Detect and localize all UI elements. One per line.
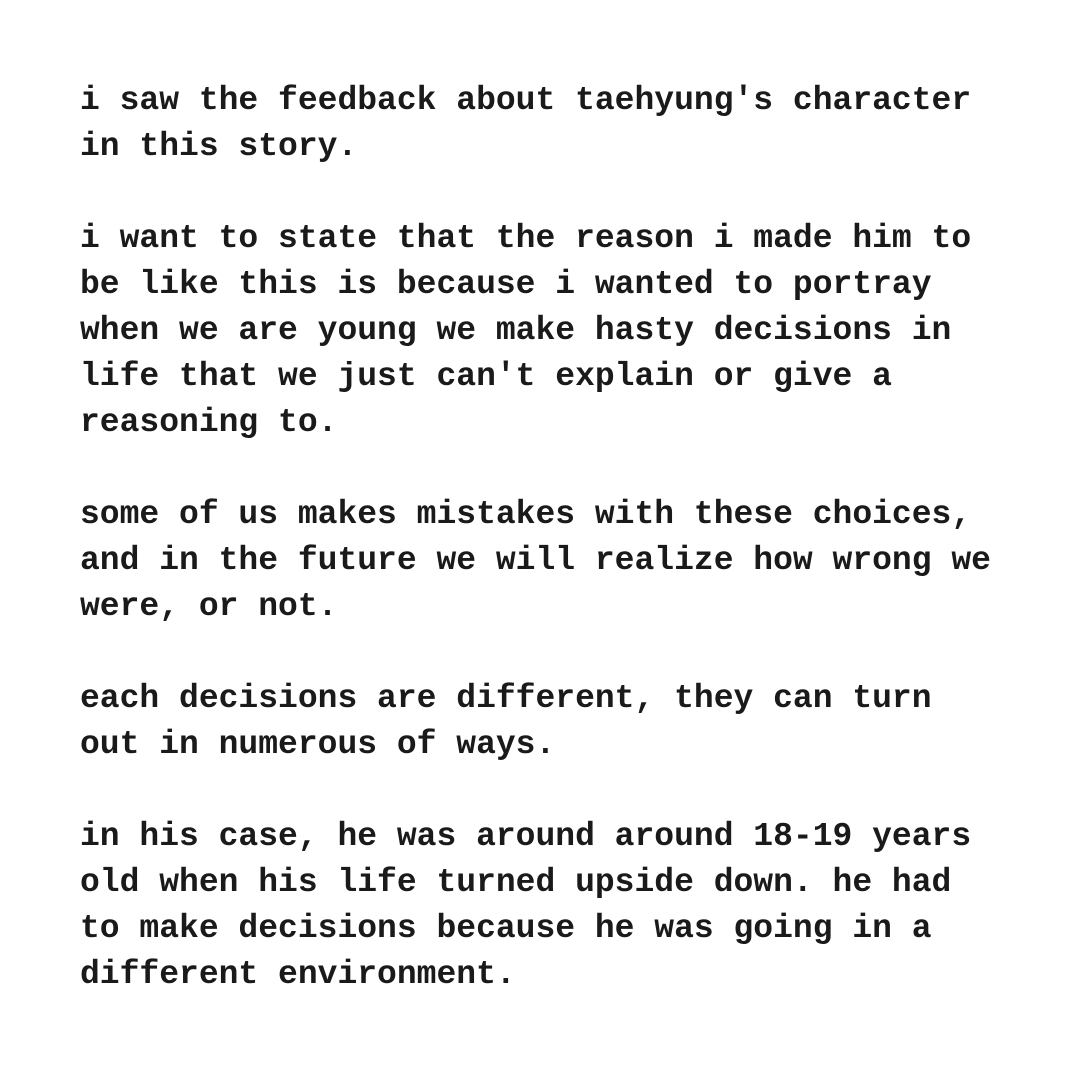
text-line: different environment.	[80, 956, 516, 993]
text-line: in this story.	[80, 128, 358, 165]
paragraph-feedback	[80, 78, 1040, 170]
note-document	[80, 78, 1040, 998]
text-line: out in numerous of ways.	[80, 726, 556, 763]
text-line: reasoning to.	[80, 404, 338, 441]
paragraph-mistakes	[80, 492, 1040, 630]
text-line: to make decisions because he was going in a	[80, 910, 932, 947]
text-line: each decisions are different, they can turn	[80, 680, 932, 717]
text-line: in his case, he was around around 18-19 years	[80, 818, 972, 855]
paragraph-decisions	[80, 676, 1040, 768]
text-line: some of us makes mistakes with these choices,	[80, 496, 972, 533]
text-line: were, or not.	[80, 588, 338, 625]
text-line: life that we just can't explain or give a	[80, 358, 892, 395]
text-line: be like this is because i wanted to portray	[80, 266, 932, 303]
paragraph-his-case	[80, 814, 1040, 998]
text-line: i saw the feedback about taehyung's character	[80, 82, 972, 119]
text-line: old when his life turned upside down. he had	[80, 864, 952, 901]
paragraph-reason	[80, 216, 1040, 446]
text-line: and in the future we will realize how wrong we	[80, 542, 991, 579]
text-line: when we are young we make hasty decisions in	[80, 312, 952, 349]
text-line: i want to state that the reason i made him to	[80, 220, 972, 257]
